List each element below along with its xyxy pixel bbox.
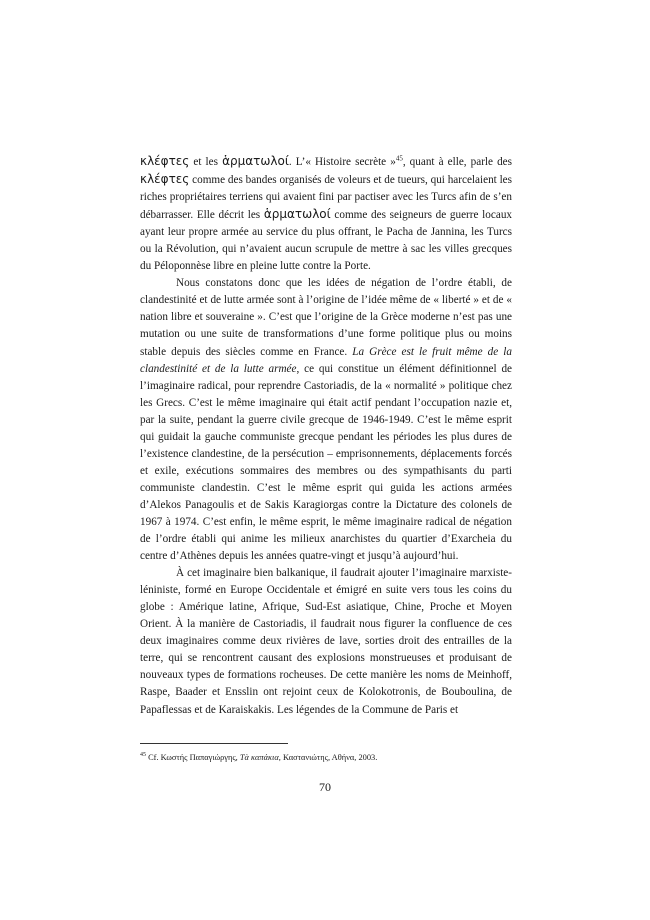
greek-term: κλέφτες [140,154,190,168]
text-run: comme des seigneurs de guerre locaux ayant leur propre armée au service du plus offrant, le Pacha de Jannina, les Turcs ou la Révolution, qui n’avaient aucun scrupule de mettre à sac les villes grecques du Péloponnèse libre en pleine lutte contre la Porte. [140,209,513,273]
text-run: et les [189,156,223,168]
text-run: Nous constatons donc que les idées de négation de l’ordre établi, de clandestinité et de lutte armée sont à l’origine de l’idée même de « liberté » et de « nation libre et souveraine ». C’est que l’origine de la Grèce moderne n’est pas une mutation ou une suite de transformations d’une forme politique plus ou moins stable depuis des siècles comme en France. [140,277,512,358]
footnote-number: 45 [140,752,146,759]
text-run: , ce qui constitue un élément définitionnel de l’imaginaire radical, pour reprendre Castoriadis, de la « normalité » politique chez les Grecs. C’est le même imaginaire qui était actif pendant l’occupation nazie et, par la suite, pendant la guerre civile grecque de 1946-1949. C’est le même esprit qui guidait la gauche communiste grecque pendant les périodes les plus dures de l’existence clandestine, de la persécution – emprisonnements, déplacements forcés et exile, exécutions sommaires des membres ou des sympathisants du parti communiste clandestin. C’est le même esprit qui guida les actions armées d’Alekos Panagoulis et de Sakis Karagiorgas contre la Dictature des colonels de 1967 à 1974. C’est enfin, le même esprit, le même imaginaire radical de négation de l’ordre établi qui anime les milieux anarchistes du quartier d’Exarcheia du centre d’Athènes depuis les années quatre-vingt et jusqu’à aujourd’hui. [140,362,512,563]
footnote-separator [140,743,288,744]
footnote [140,752,512,763]
greek-term: ἁρματωλοί [263,207,331,222]
paragraph-2 [140,275,512,565]
text-run: , quant à elle, parle des [402,156,512,168]
paragraph-1 [140,153,512,275]
footnote-book-title: Τὰ καπάκια [239,753,279,762]
footnote-text: Cf. Κωστής Παπαγιώργης, [146,753,240,762]
text-run: comme des bandes organisés de voleurs et de tueurs, qui harcelaient les riches propriétaires terriens qui avaient fini par pactiser avec les Turcs afin de s’en débarrasser. Elle décrit les [140,174,512,222]
text-run: . L’« Histoire secrète » [288,156,396,168]
paragraph-3: À cet imaginaire bien balkanique, il faudrait ajouter l’imaginaire marxiste-léniniste, formé en Europe Occidentale et émigré en suite vers tous les coins du globe : Amérique latine, Afrique, Sud-Est asiatique, Chine, Proche et Moyen Orient. À la manière de Castoriadis, il faudrait nous figurer la confluence de ces deux imaginaires comme deux rivières de lave, sorties droit des entrailles de la terre, qui se rencontrent causant des explosions monstrueuses et produisant de nouveaux types de formations rocheuses. De cette manière les noms de Meinhoff, Raspe, Baader et Ensslin ont rejoint ceux de Kolokotronis, de Bouboulina, de Papaflessas et de Karaiskakis. Les légendes de la Commune de Paris et [140,567,512,716]
footnote-reference: 45 [395,154,403,163]
greek-term: ἁρματωλοί [222,154,289,168]
emphasis-text: La Grèce est le fruit même de la clandestinité et de la lutte armée [140,345,512,375]
greek-term: κλέφτες [140,172,190,187]
body-text [140,153,512,719]
page-number: 70 [319,780,331,794]
footnote-text: , Καστανιώτης, Αθήνα, 2003. [278,753,378,762]
